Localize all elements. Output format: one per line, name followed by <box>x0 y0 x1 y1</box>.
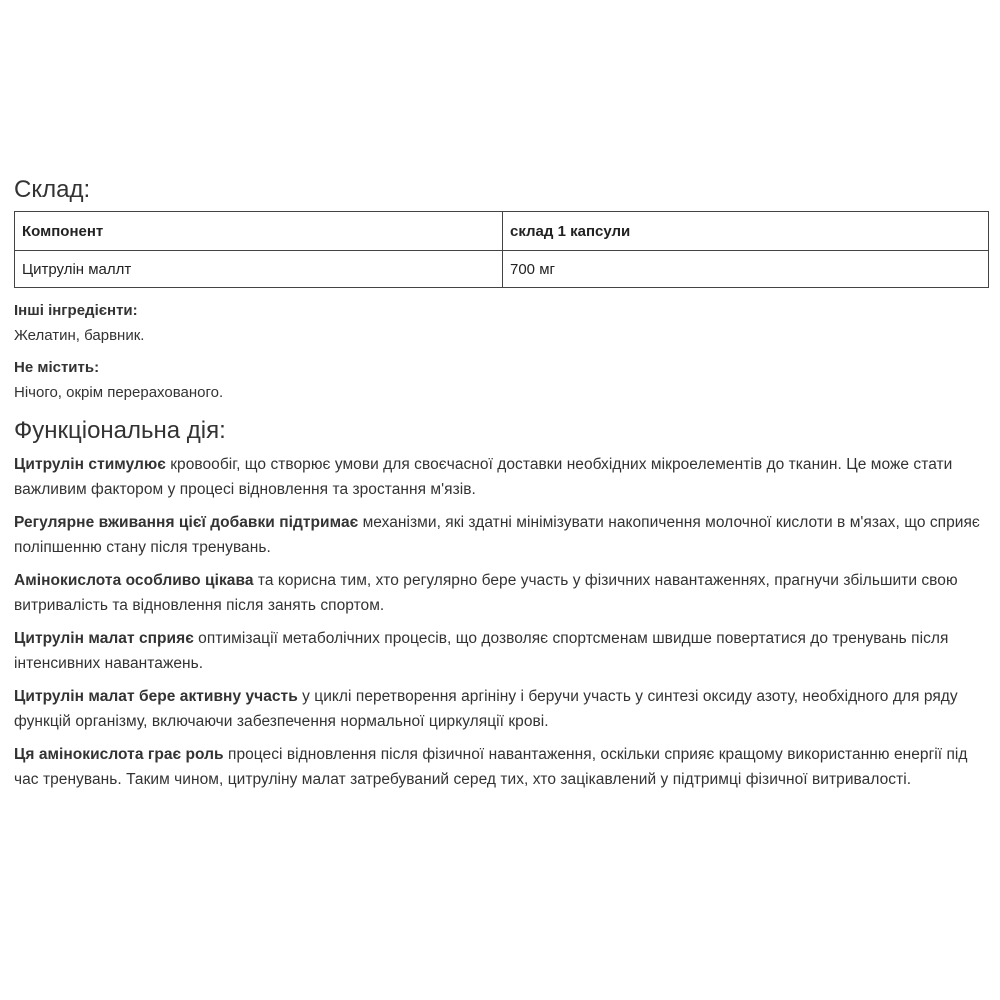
table-row <box>15 251 989 288</box>
paragraph-text: у циклі перетворення аргініну і беручи участь у синтезі оксиду азоту, необхідного для ряду функцій організму, включаючи забезпечення нормальної циркуляції крові. <box>14 688 958 730</box>
paragraph-text: оптимізації метаболічних процесів, що дозволяє спортсменам швидше повертатися до тренувань після інтенсивних навантажень. <box>14 630 949 672</box>
paragraph-text: механізми, які здатні мінімізувати накопичення молочної кислоти в м'язах, що сприяє поліпшенню стану після тренувань. <box>14 514 980 556</box>
does-not-contain <box>14 355 990 405</box>
functional-paragraph <box>14 685 990 734</box>
other-ingredients-text: Желатин, барвник. <box>14 327 145 344</box>
composition-heading: Склад: <box>14 176 91 203</box>
paragraph-lead: Амінокислота особливо цікава <box>14 572 254 589</box>
other-ingredients-label: Інші інгредієнти: <box>14 302 138 319</box>
does-not-contain-text: Нічого, окрім перерахованого. <box>14 384 224 401</box>
functional-paragraph <box>14 743 990 792</box>
functional-paragraph <box>14 569 990 618</box>
paragraph-lead: Цитрулін малат бере активну участь <box>14 688 298 705</box>
paragraph-lead: Цитрулін малат сприяє <box>14 630 194 647</box>
table-header-amount: склад 1 капсули <box>503 212 989 251</box>
product-description <box>14 172 990 801</box>
functional-paragraphs <box>14 453 990 792</box>
table-header-row <box>15 212 989 251</box>
table-cell-component: Цитрулін маллт <box>15 251 503 288</box>
paragraph-lead: Ця амінокислота грає роль <box>14 746 224 763</box>
paragraph-text: процесі відновлення після фізичної навантаження, оскільки сприяє кращому використанню енергії під час тренувань. Таким чином, цитруліну малат затребуваний серед тих, хто зацікавлений у підтримці фізичної витривалості. <box>14 746 968 788</box>
other-ingredients <box>14 298 990 348</box>
paragraph-text: кровообіг, що створює умови для своєчасної доставки необхідних мікроелементів до тканин. Це може стати важливим фактором у процесі відновлення та зростання м'язів. <box>14 456 953 498</box>
paragraph-lead: Регулярне вживання цієї добавки підтримає <box>14 514 359 531</box>
table-cell-amount: 700 мг <box>503 251 989 288</box>
functional-paragraph <box>14 453 990 502</box>
table-header-component: Компонент <box>15 212 503 251</box>
functional-paragraph <box>14 511 990 560</box>
paragraph-text: та корисна тим, хто регулярно бере участь у фізичних навантаженнях, прагнучи збільшити свою витривалість та відновлення після занять спортом. <box>14 572 958 614</box>
functional-paragraph <box>14 627 990 676</box>
paragraph-lead: Цитрулін стимулює <box>14 456 166 473</box>
does-not-contain-label: Не містить: <box>14 359 100 376</box>
composition-table <box>14 211 989 288</box>
functional-heading: Функціональна дія: <box>14 417 226 444</box>
